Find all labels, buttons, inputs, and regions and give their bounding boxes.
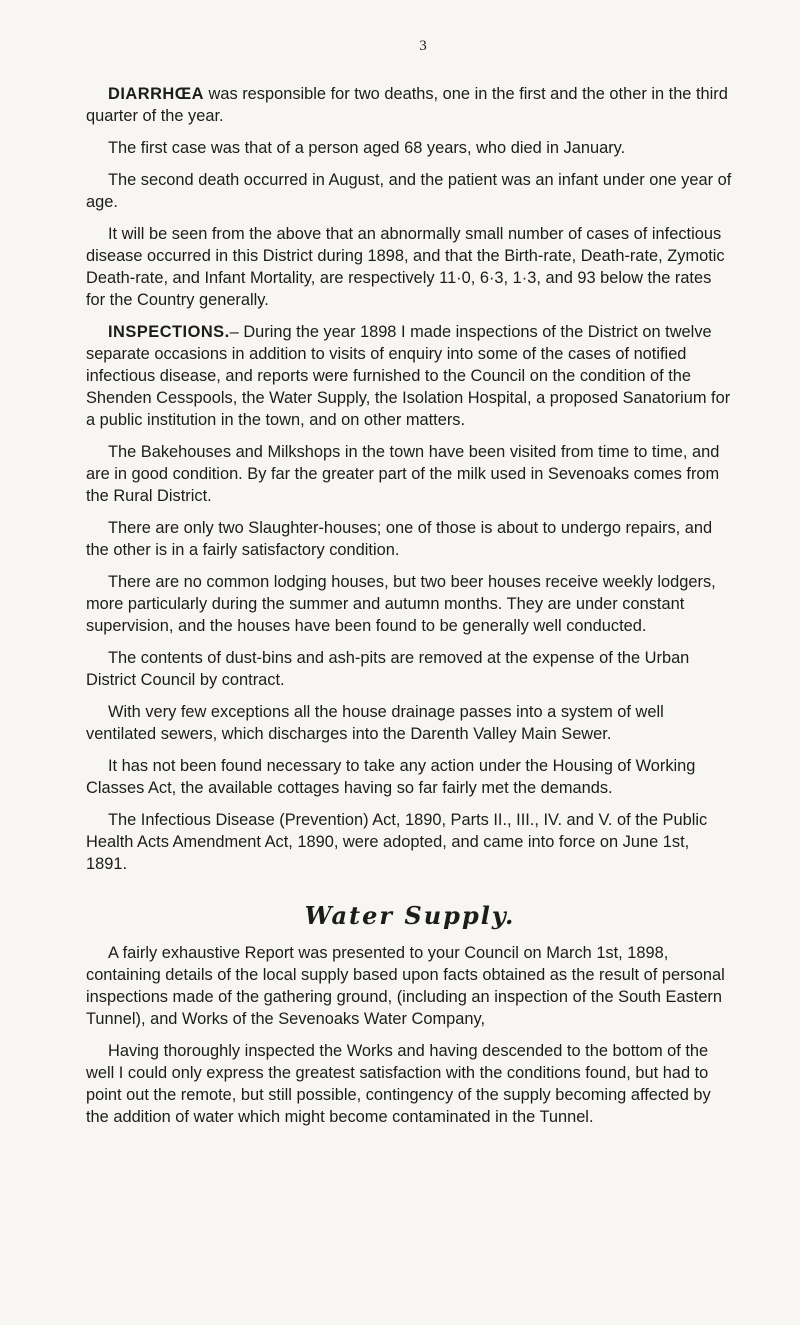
paragraph-slaughter-houses: There are only two Slaughter-houses; one of those is about to undergo repairs, and the other is in a fairly satisfactory condition. — [86, 519, 713, 559]
inspections-text: – During the year 1898 I made inspections of the District on twelve separate occasions in addition to visits of enquiry into some of the cases of notified infectious disease, and reports were furnished to the Council on the condition of the Shenden Cesspools, the Water Supply, the Isolation Hospital, a proposed Sanatorium for a public institution in the town, and on other matters. — [86, 323, 731, 429]
paragraph-bakehouses: The Bakehouses and Milkshops in the town have been visited from time to time, and are in good condition. By far the greater part of the milk used in Sevenoaks comes from the Rural District. — [86, 443, 720, 505]
paragraph-rates: It will be seen from the above that an abnormally small number of cases of infectious disease occurred in this District during 1898, and that the Birth-rate, Death-rate, Zymotic Death-rate, and Infant Mortality, are respectively 11·0, 6·3, 1·3, and 93 below the rates for the Country generally. — [86, 225, 725, 309]
paragraph-first-case: The first case was that of a person aged 68 years, who died in January. — [108, 139, 626, 157]
paragraph-dust-bins: The contents of dust-bins and ash-pits are removed at the expense of the Urban District Council by contract. — [86, 649, 690, 689]
paragraph-water-report: A fairly exhaustive Report was presented to your Council on March 1st, 1898, containing details of the local supply based upon facts obtained as the result of personal inspections made of the gathering ground, (including an inspection of the South Eastern Tunnel), and Works of the Sevenoaks Water Company, — [86, 944, 725, 1028]
paragraph-drainage: With very few exceptions all the house drainage passes into a system of well ventilated sewers, which discharges into the Darenth Valley Main Sewer. — [86, 703, 664, 743]
water-supply-heading: Water Supply. — [304, 901, 516, 930]
page-number: 3 — [419, 38, 427, 54]
paragraph-second-death: The second death occurred in August, and the patient was an infant under one year of age. — [86, 171, 732, 211]
paragraph-water-inspection: Having thoroughly inspected the Works and having descended to the bottom of the well I could only express the greatest satisfaction with the conditions found, but had to point out the remote, but still possible, contingency of the supply becoming affected by the addition of water which might become contaminated in the Tunnel. — [86, 1042, 711, 1126]
paragraph-diarrhoea — [86, 83, 734, 127]
paragraph-lodging-houses: There are no common lodging houses, but two beer houses receive weekly lodgers, more particularly during the summer and autumn months. They are under constant supervision, and the houses have been found to be generally well conducted. — [86, 573, 716, 635]
diarrhoea-heading: DIARRHŒA — [108, 85, 204, 103]
paragraph-inspections — [86, 321, 734, 431]
diarrhoea-text: was responsible for two deaths, one in the first and the other in the third quarter of the year. — [86, 85, 728, 125]
paragraph-housing: It has not been found necessary to take any action under the Housing of Working Classes Act, the available cottages having so far fairly met the demands. — [86, 757, 696, 797]
paragraph-infectious-disease-act: The Infectious Disease (Prevention) Act, 1890, Parts II., III., IV. and V. of the Public Health Acts Amendment Act, 1890, were adopted, and came into force on June 1st, 1891. — [86, 811, 708, 873]
inspections-heading: INSPECTIONS. — [108, 323, 230, 341]
